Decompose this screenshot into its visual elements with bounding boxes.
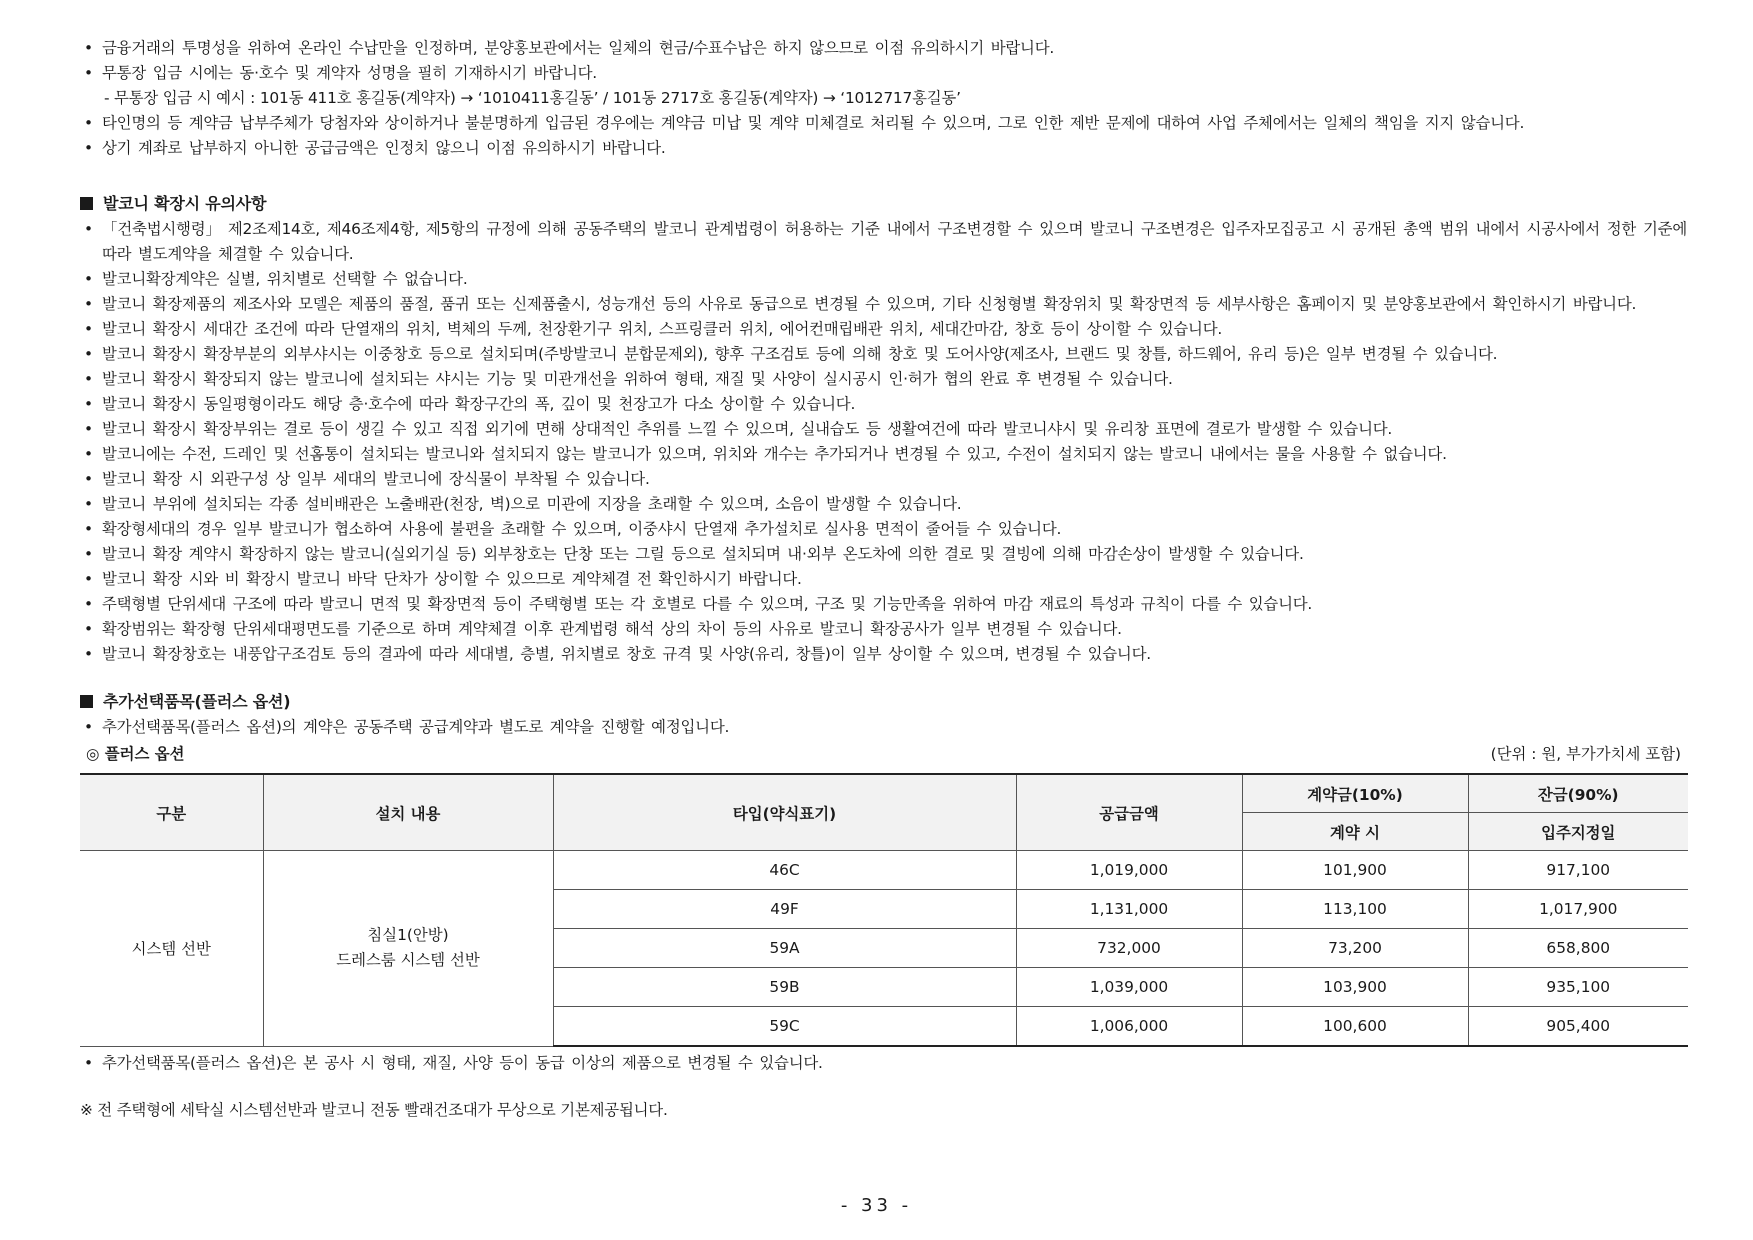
plus-option-table <box>80 773 1688 1047</box>
list-item: • 발코니 확장 시와 비 확장시 발코니 바닥 단차가 상이할 수 있으므로 계약체결 전 확인하시기 바랍니다. <box>80 567 1687 592</box>
cell-category: 시스템 선반 <box>80 851 263 1047</box>
cell-balance: 935,100 <box>1468 968 1688 1007</box>
content-line-1: 침실1(안방) <box>367 926 449 945</box>
list-item: • 발코니 확장 계약시 확장하지 않는 발코니(실외기실 등) 외부창호는 단창 또는 그릴 등으로 설치되며 내·외부 온도차에 의한 결로 및 결빙에 의해 마감손상이 발생할 수 있습니다. <box>80 542 1687 567</box>
list-item: • 발코니 확장시 세대간 조건에 따라 단열재의 위치, 벽체의 두께, 천장환기구 위치, 스프링클러 위치, 에어컨매립배관 위치, 세대간마감, 창호 등이 상이할 수 있습니다. <box>80 317 1687 342</box>
list-item: • 확장범위는 확장형 단위세대평면도를 기준으로 하며 계약체결 이후 관계법령 해석 상의 차이 등의 사유로 발코니 확장공사가 일부 변경될 수 있습니다. <box>80 617 1687 642</box>
list-item: • 발코니 확장시 확장부위는 결로 등이 생길 수 있고 직접 외기에 면해 상대적인 추위를 느낄 수 있으며, 실내습도 등 생활여건에 따라 발코니샤시 및 유리창 표면에 결로가 발생할 수 있습니다. <box>80 417 1687 442</box>
header-balance-when: 입주지정일 <box>1468 813 1688 851</box>
cell-type: 59C <box>553 1007 1016 1047</box>
square-bullet-icon <box>80 695 93 708</box>
table-caption <box>80 742 1687 767</box>
cell-deposit: 101,900 <box>1242 851 1468 890</box>
plus-option-after-note <box>80 1051 1687 1076</box>
list-item: • 발코니 확장시 확장되지 않는 발코니에 설치되는 샤시는 기능 및 미관개선을 위하여 형태, 재질 및 사양이 실시공시 인·허가 협의 완료 후 변경될 수 있습니다. <box>80 367 1687 392</box>
balcony-heading <box>80 191 1687 217</box>
list-item: • 추가선택품목(플러스 옵션)은 본 공사 시 형태, 재질, 사양 등이 동급 이상의 제품으로 변경될 수 있습니다. <box>80 1051 1687 1076</box>
payment-notes <box>80 36 1687 86</box>
balcony-heading-text: 발코니 확장시 유의사항 <box>103 194 267 213</box>
cell-balance: 658,800 <box>1468 929 1688 968</box>
plus-option-heading-text: 추가선택품목(플러스 옵션) <box>103 692 291 711</box>
cell-price: 1,039,000 <box>1016 968 1242 1007</box>
footnote: ※ 전 주택형에 세탁실 시스템선반과 발코니 전동 빨래건조대가 무상으로 기본제공됩니다. <box>80 1101 668 1119</box>
cell-balance: 1,017,900 <box>1468 890 1688 929</box>
list-item: • 발코니 확장창호는 내풍압구조검토 등의 결과에 따라 세대별, 층별, 위치별로 창호 규격 및 사양(유리, 창틀)이 일부 상이할 수 있으며, 변경될 수 있습니다. <box>80 642 1687 667</box>
payment-notes-2 <box>80 111 1687 161</box>
list-item: • 주택형별 단위세대 구조에 따라 발코니 면적 및 확장면적 등이 주택형별 또는 각 호별로 다를 수 있으며, 구조 및 기능만족을 위하여 마감 재료의 특성과 규칙이 다를 수 있습니다. <box>80 592 1687 617</box>
list-item: • 「건축법시행령」 제2조제14호, 제46조제4항, 제5항의 규정에 의해 공동주택의 발코니 관계법령이 허용하는 기준 내에서 구조변경할 수 있으며 발코니 구조변경은 입주자모집공고 시 공개된 총액 범위 내에서 시공사에서 정한 기준에 따라 별도계약을 체결할 수 있습니다. <box>80 217 1687 267</box>
cell-balance: 905,400 <box>1468 1007 1688 1047</box>
list-item: • 확장형세대의 경우 일부 발코니가 협소하여 사용에 불편을 초래할 수 있으며, 이중샤시 단열재 추가설치로 실사용 면적이 줄어들 수 있습니다. <box>80 517 1687 542</box>
header-balance: 잔금(90%) <box>1468 774 1688 813</box>
header-type: 타입(약식표기) <box>553 774 1016 851</box>
header-category: 구분 <box>80 774 263 851</box>
table-header-row <box>80 774 1688 813</box>
payment-note-2: • 무통장 입금 시에는 동·호수 및 계약자 성명을 필히 기재하시기 바랍니다. <box>80 61 1687 86</box>
cell-type: 59B <box>553 968 1016 1007</box>
cell-type: 46C <box>553 851 1016 890</box>
header-deposit-when: 계약 시 <box>1242 813 1468 851</box>
header-price: 공급금액 <box>1016 774 1242 851</box>
plus-option-heading <box>80 689 1687 715</box>
cell-type: 59A <box>553 929 1016 968</box>
list-item: • 발코니확장계약은 실별, 위치별로 선택할 수 없습니다. <box>80 267 1687 292</box>
list-item: • 발코니에는 수전, 드레인 및 선홈통이 설치되는 발코니와 설치되지 않는 발코니가 있으며, 위치와 개수는 추가되거나 변경될 수 있고, 수전이 설치되지 않는 발코니 내에서는 물을 사용할 수 없습니다. <box>80 442 1687 467</box>
list-item: • 발코니 부위에 설치되는 각종 설비배관은 노출배관(천장, 벽)으로 미관에 지장을 초래할 수 있으며, 소음이 발생할 수 있습니다. <box>80 492 1687 517</box>
cell-deposit: 73,200 <box>1242 929 1468 968</box>
cell-content <box>263 851 553 1047</box>
list-item: • 추가선택품목(플러스 옵션)의 계약은 공동주택 공급계약과 별도로 계약을 진행할 예정입니다. <box>80 715 1687 740</box>
cell-price: 732,000 <box>1016 929 1242 968</box>
square-bullet-icon <box>80 197 93 210</box>
payment-note-4: • 상기 계좌로 납부하지 아니한 공급금액은 인정치 않으니 이점 유의하시기 바랍니다. <box>80 136 1687 161</box>
payment-example: - 무통장 입금 시 예시 : 101동 411호 홍길동(계약자) → ‘1010411홍길동’ / 101동 2717호 홍길동(계약자) → ‘1012717홍길동’ <box>104 89 961 107</box>
content-line-2: 드레스룸 시스템 선반 <box>336 951 480 970</box>
cell-price: 1,006,000 <box>1016 1007 1242 1047</box>
header-deposit: 계약금(10%) <box>1242 774 1468 813</box>
list-item: • 발코니 확장 시 외관구성 상 일부 세대의 발코니에 장식물이 부착될 수 있습니다. <box>80 467 1687 492</box>
payment-note-1: • 금융거래의 투명성을 위하여 온라인 수납만을 인정하며, 분양홍보관에서는 일체의 현금/수표수납은 하지 않으므로 이점 유의하시기 바랍니다. <box>80 36 1687 61</box>
cell-deposit: 113,100 <box>1242 890 1468 929</box>
plus-option-intro <box>80 715 1687 740</box>
table-unit: (단위 : 원, 부가가치세 포함) <box>1490 745 1681 763</box>
cell-deposit: 100,600 <box>1242 1007 1468 1047</box>
table-row <box>80 851 1688 890</box>
list-item: • 발코니 확장시 동일평형이라도 해당 층·호수에 따라 확장구간의 폭, 깊이 및 천장고가 다소 상이할 수 있습니다. <box>80 392 1687 417</box>
cell-balance: 917,100 <box>1468 851 1688 890</box>
balcony-notes <box>80 217 1687 667</box>
cell-price: 1,019,000 <box>1016 851 1242 890</box>
cell-price: 1,131,000 <box>1016 890 1242 929</box>
payment-note-3: • 타인명의 등 계약금 납부주체가 당첨자와 상이하거나 불분명하게 입금된 경우에는 계약금 미납 및 계약 미체결로 처리될 수 있으며, 그로 인한 제반 문제에 대하여 사업 주체에서는 일체의 책임을 지지 않습니다. <box>80 111 1687 136</box>
cell-deposit: 103,900 <box>1242 968 1468 1007</box>
list-item: • 발코니 확장시 확장부분의 외부샤시는 이중창호 등으로 설치되며(주방발코니 분합문제외), 향후 구조검토 등에 의해 창호 및 도어사양(제조사, 브랜드 및 창틀, 하드웨어, 유리 등)은 일부 변경될 수 있습니다. <box>80 342 1687 367</box>
page-number: - 33 - <box>840 1195 913 1216</box>
table-title: ◎ 플러스 옵션 <box>86 745 185 763</box>
list-item: • 발코니 확장제품의 제조사와 모델은 제품의 품절, 품귀 또는 신제품출시, 성능개선 등의 사유로 동급으로 변경될 수 있으며, 기타 신청형별 확장위치 및 확장면적 등 세부사항은 홈페이지 및 분양홍보관에서 확인하시기 바랍니다. <box>80 292 1687 317</box>
cell-type: 49F <box>553 890 1016 929</box>
header-content: 설치 내용 <box>263 774 553 851</box>
